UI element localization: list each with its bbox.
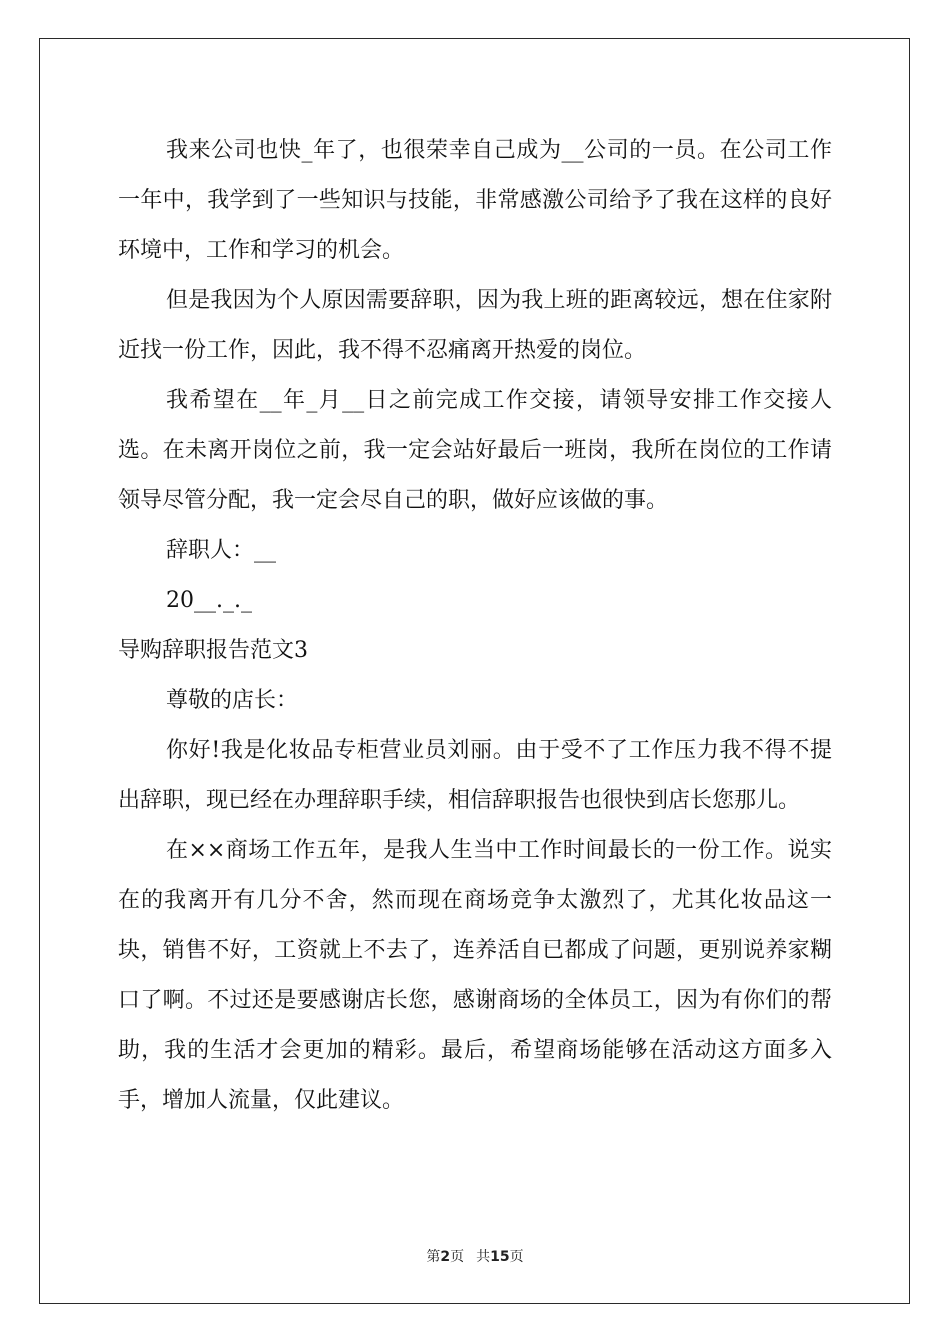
- paragraph-1: 我来公司也快_年了，也很荣幸自己成为__公司的一员。在公司工作一年中，我学到了一些知识与技能，非常感激公司给予了我在这样的良好环境中，工作和学习的机会。: [118, 138, 832, 263]
- total-prefix: 共: [476, 1249, 491, 1265]
- paragraph-2: 但是我因为个人原因需要辞职，因为我上班的距离较远，想在住家附近找一份工作，因此，我不得不忍痛离开热爱的岗位。: [118, 288, 832, 363]
- total-suffix: 页: [509, 1249, 524, 1265]
- paragraph-3: 我希望在__年_月__日之前完成工作交接，请领导安排工作交接人选。在未离开岗位之前，我一定会站好最后一班岗，我所在岗位的工作请领导尽管分配，我一定会尽自己的职，做好应该做的事。: [118, 388, 832, 513]
- salutation: 尊敬的店长：: [166, 688, 299, 713]
- paragraph-4: 你好!我是化妆品专柜营业员刘丽。由于受不了工作压力我不得不提出辞职，现已经在办理辞职手续，相信辞职报告也很快到店长您那儿。: [118, 738, 832, 813]
- page-number: 2: [440, 1249, 451, 1265]
- page-footer: [0, 1246, 950, 1266]
- paragraph-5: 在××商场工作五年，是我人生当中工作时间最长的一份工作。说实在的我离开有几分不舍，然而现在商场竞争太激烈了，尤其化妆品这一块，销售不好，工资就上不去了，连养活自已都成了问题，更别说养家糊口了啊。不过还是要感谢店长您，感谢商场的全体员工，因为有你们的帮助，我的生活才会更加的精彩。最后，希望商场能够在活动这方面多入手，增加人流量，仅此建议。: [118, 838, 832, 1113]
- page-suffix: 页: [450, 1249, 465, 1265]
- total-pages: 15: [490, 1249, 510, 1265]
- document-body: [118, 126, 832, 1126]
- date-line: 20__._._: [166, 588, 252, 613]
- page-prefix: 第: [426, 1249, 441, 1265]
- section-heading: 导购辞职报告范文3: [118, 638, 308, 663]
- signature-line: 辞职人：__: [166, 538, 277, 563]
